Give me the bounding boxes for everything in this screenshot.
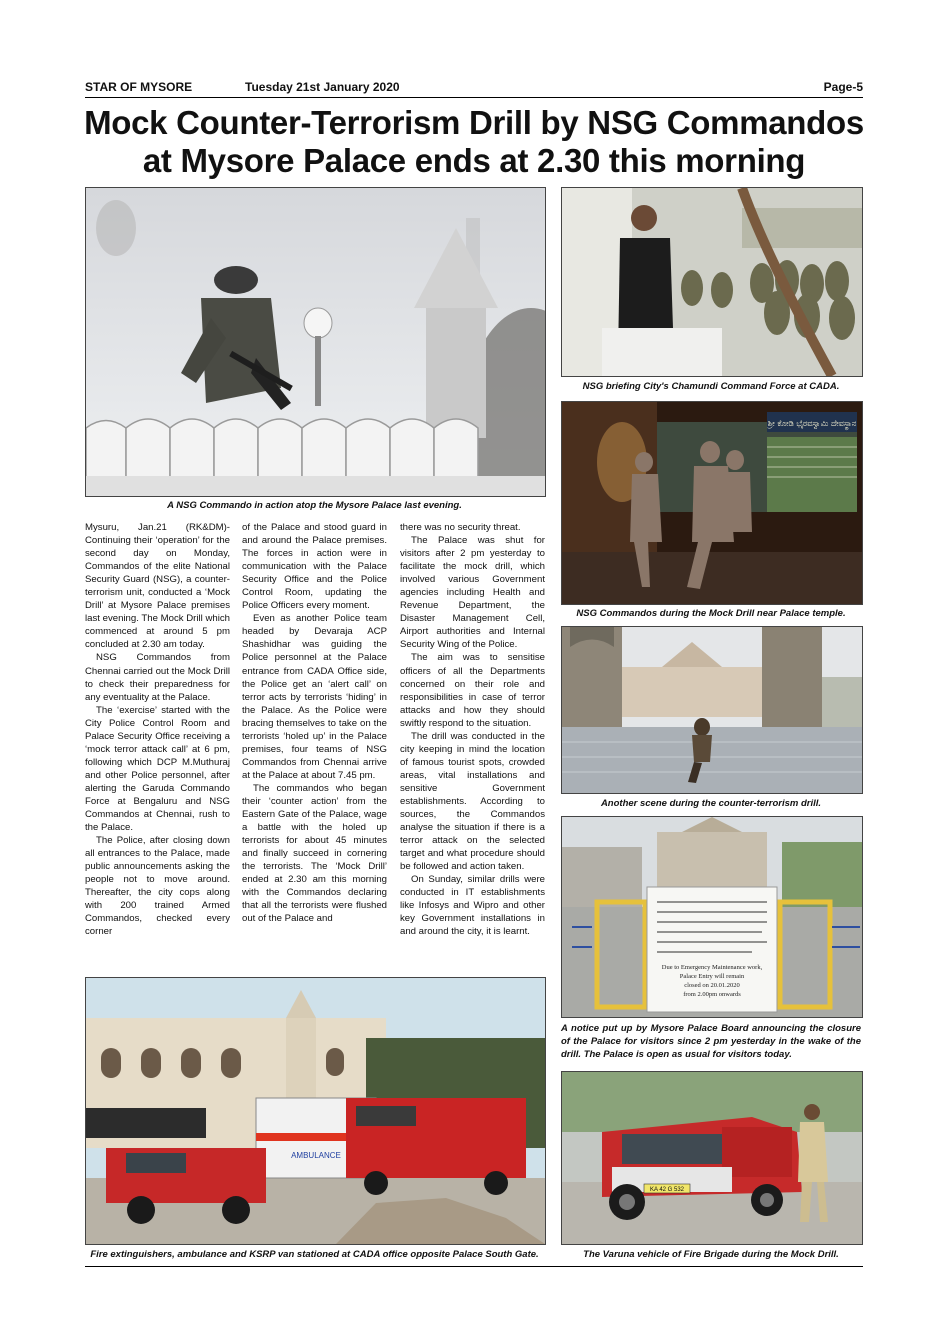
temple-sign: ಶ್ರೀ ಕೋಡಿ ಭೈರವಸ್ವಾಮಿ ದೇವಸ್ಥಾನ (767, 419, 857, 428)
photo-varuna-vehicle (561, 1071, 863, 1245)
photo-closure-notice (561, 816, 863, 1018)
caption-fire-photo: Fire extinguishers, ambulance and KSRP van stationed at CADA office opposite Palace South Gate. (90, 1249, 539, 1260)
footer-rule (85, 1266, 863, 1267)
article-paragraph: of the Palace and stood guard in and around the Palace premises. The forces in action were in communication with the Palace Security Office and the Police Control Room, updating the Police Officers every moment. (242, 522, 387, 612)
photo-fire-vehicles (85, 977, 546, 1245)
caption-main-photo: A NSG Commando in action atop the Mysore Palace last evening. (167, 500, 462, 511)
photo-commando-graphic (86, 188, 545, 496)
article-paragraph: The drill was conducted in the city keeping in mind the location of famous tourist spots, crowded areas, vital installations and sensitive Government establishments. According to sources, the Commandos analyse the situation if there is a terror attack on the selected target and what procedure should be followed and action taken. (400, 730, 545, 873)
article-column-1 (85, 521, 230, 939)
vehicle-plate: KA 42 G 532 (649, 1187, 685, 1193)
photo-varuna-graphic (562, 1072, 862, 1244)
article-column-3 (400, 521, 545, 939)
article-paragraph: The commandos who began their ‘counter action’ from the Eastern Gate of the Palace, wage a battle with the holed up terrorists for about 45 minutes and finally succeed in cornering the terrorists. The ‘Mock Drill’ ended at 2.30 am this morning with the Commandos declaring that all the terrorists were flushed out of the Palace and (242, 782, 387, 925)
ambulance-label: AMBULANCE (291, 1151, 341, 1160)
article-paragraph: The ‘exercise’ started with the City Police Control Room and Palace Security Office receiving a ‘mock terror attack call’ at 6 pm, following which DCP M.Muthuraj and other Police personnel, after alerting the Garuda Commando Force at Bengaluru and NSG Commandos at Chennai, rush to the Palace. (85, 704, 230, 834)
article-paragraph: The aim was to sensitise officers of all the Departments concerned on their role and responsibilities in case of terror attacks and how they should swiftly respond to the situation. (400, 652, 545, 729)
article-paragraph: Mysuru, Jan.21 (RK&DM)- Continuing their ‘operation’ for the second day on Monday, Commandos of the elite National Security Guard (NSG), a counter-terrorism unit, conducted a ‘Mock Drill’ at Mysore Palace premises last evening. The Mock Drill which commenced at around 5 pm concluded at 2.30 am today. (85, 522, 230, 651)
notice-line-2: Palace Entry will remain (679, 973, 745, 980)
caption-briefing-photo: NSG briefing City's Chamundi Command Force at CADA. (582, 381, 840, 392)
article-paragraph: there was no security threat. (400, 522, 521, 533)
page-number: Page-5 (823, 80, 863, 94)
caption-scene-photo: Another scene during the counter-terrorism drill. (600, 798, 822, 809)
headline-line-1: Mock Counter-Terrorism Drill by NSG Commandos (84, 104, 864, 141)
caption-temple-photo: NSG Commandos during the Mock Drill near Palace temple. (576, 608, 846, 619)
article-paragraph: The Police, after closing down all entrances to the Palace, made public announcements asking the people not to move around. Thereafter, the city cops along with 200 trained Armed Commandos, checked every corner (85, 835, 230, 938)
paper-name: STAR OF MYSORE (85, 80, 193, 94)
article-paragraph: On Sunday, similar drills were conducted in IT establishments like Infosys and Wipro and other key Government installations in and around the city, it is learnt. (400, 874, 545, 938)
article-paragraph: NSG Commandos from Chennai carried out the Mock Drill to check their preparedness for any eventuality at the Palace. (85, 652, 230, 703)
headline (80, 104, 868, 180)
photo-fire-graphic (86, 978, 545, 1244)
photo-notice-graphic (562, 817, 862, 1017)
headline-line-2: at Mysore Palace ends at 2.30 this morning (142, 142, 806, 179)
photo-scene-graphic (562, 627, 862, 793)
notice-line-3: closed on 20.01.2020 (684, 982, 740, 989)
photo-another-scene (561, 626, 863, 794)
article-paragraph: The Palace was shut for visitors after 2 pm yesterday to facilitate the mock drill, which involved various Government agencies including Health and Revenue Department, the Disaster Management Cell, Airport authorities and Internal Security Wing of the Police. (400, 535, 545, 651)
issue-date: Tuesday 21st January 2020 (245, 80, 400, 94)
photo-nsg-briefing (561, 187, 863, 377)
caption-notice-photo: A notice put up by Mysore Palace Board announcing the closure of the Palace for visitors since 2 pm yesterday in the wake of the drill. The Palace is open as usual for visitors today. (561, 1023, 861, 1060)
photo-temple-graphic (562, 402, 862, 604)
photo-commandos-temple (561, 401, 863, 605)
article-paragraph: Even as another Police team headed by Devaraja ACP Shashidhar was guiding the Police personnel at the Palace entrance from CADA Office side, the Police get an ‘alert call’ on terror acts by terrorists ‘hiding’ in the Palace. As the Police were bracing themselves to take on the terrorists ‘holed up’ in the Palace premises, four teams of NSG Commandos from Chennai arrive at the Palace at about 7.45 pm. (242, 613, 387, 781)
masthead (85, 80, 863, 96)
caption-varuna-photo: The Varuna vehicle of Fire Brigade during the Mock Drill. (583, 1249, 839, 1260)
photo-briefing-graphic (562, 188, 862, 376)
photo-commando-atop-palace (85, 187, 546, 497)
notice-line-1: Due to Emergency Maintenance work, (661, 964, 763, 971)
article-column-2 (242, 521, 387, 925)
notice-line-4: from 2.00pm onwards (683, 991, 741, 998)
masthead-rule (85, 97, 863, 98)
